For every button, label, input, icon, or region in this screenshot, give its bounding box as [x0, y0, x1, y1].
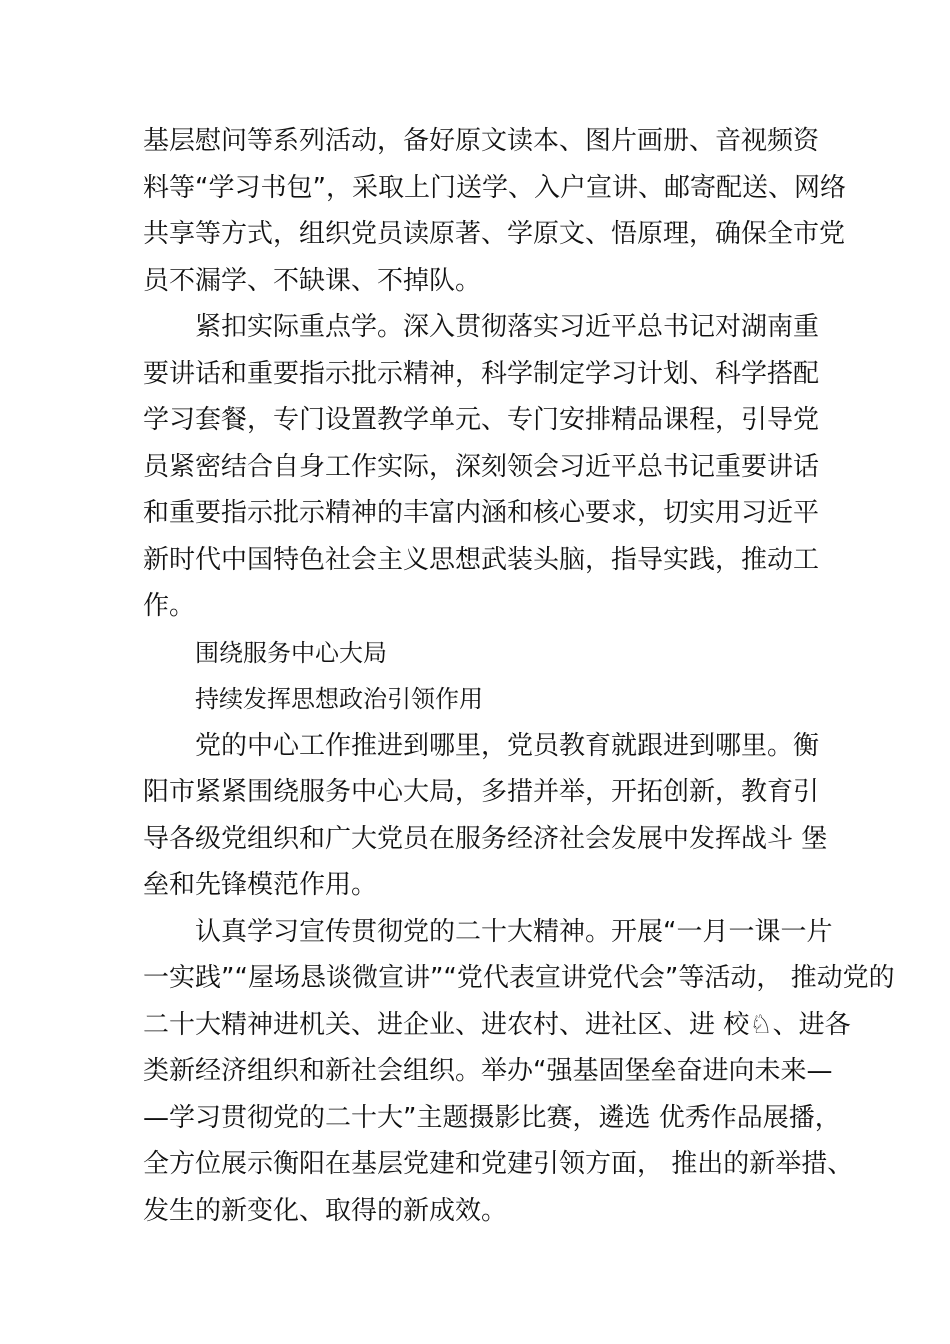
- text-line: 全方位展示衡阳在基层党建和党建引领方面， 推出的新举措、: [143, 1149, 854, 1179]
- text-line: 新时代中国特色社会主义思想武装头脑，指导实践，推动工: [143, 544, 820, 575]
- document-body: [143, 118, 895, 1234]
- paragraph-start-line: 认真学习宣传贯彻党的二十大精神。开展“一月一课一片: [195, 916, 833, 947]
- text-line: 二十大精神进机关、进企业、进农村、进社区、进 校♘、进各: [143, 1009, 851, 1040]
- text-line: 垒和先锋模范作用。: [143, 870, 378, 900]
- text-line: 作。: [143, 591, 196, 621]
- text-line: 一实践”“屋场恳谈微宣讲”“党代表宣讲党代会”等活动， 推动党的: [143, 963, 895, 993]
- paragraph-start-line: 紧扣实际重点学。深入贯彻落实习近平总书记对湖南重: [195, 312, 820, 342]
- text-line: 要讲话和重要指示批示精神，科学制定学习计划、科学搭配: [143, 358, 820, 389]
- text-line: 发生的新变化、取得的新成效。: [143, 1195, 508, 1226]
- text-line: 员紧密结合自身工作实际，深刻领会习近平总书记重要讲话: [143, 451, 820, 482]
- section-heading-line-2: 持续发挥思想政治引领作用: [195, 685, 483, 713]
- text-line: 导各级党组织和广大党员在服务经济社会发展中发挥战斗 堡: [143, 823, 828, 854]
- text-line: 类新经济组织和新社会组织。举办“强基固堡垒奋进向未来—: [143, 1056, 833, 1086]
- text-line: —学习贯彻党的二十大”主题摄影比赛，遴选 优秀作品展播，: [143, 1102, 841, 1133]
- text-line: 料等“学习书包”，采取上门送学、入户宣讲、邮寄配送、网络: [143, 172, 846, 203]
- text-line: 基层慰问等系列活动，备好原文读本、图片画册、音视频资: [143, 126, 820, 156]
- text-line: 和重要指示批示精神的丰富内涵和核心要求，切实用习近平: [143, 498, 820, 528]
- text-line: 共享等方式，组织党员读原著、学原文、悟原理，确保全市党: [143, 219, 846, 249]
- text-line: 学习套餐，专门设置教学单元、专门安排精品课程，引导党: [143, 405, 820, 435]
- paragraph-start-line: 党的中心工作推进到哪里，党员教育就跟进到哪里。衡: [195, 730, 820, 761]
- section-heading-line-1: 围绕服务中心大局: [195, 638, 387, 667]
- text-line: 阳市紧紧围绕服务中心大局，多措并举，开拓创新，教育引: [143, 777, 820, 807]
- text-line: 员不漏学、不缺课、不掉队。: [143, 265, 482, 296]
